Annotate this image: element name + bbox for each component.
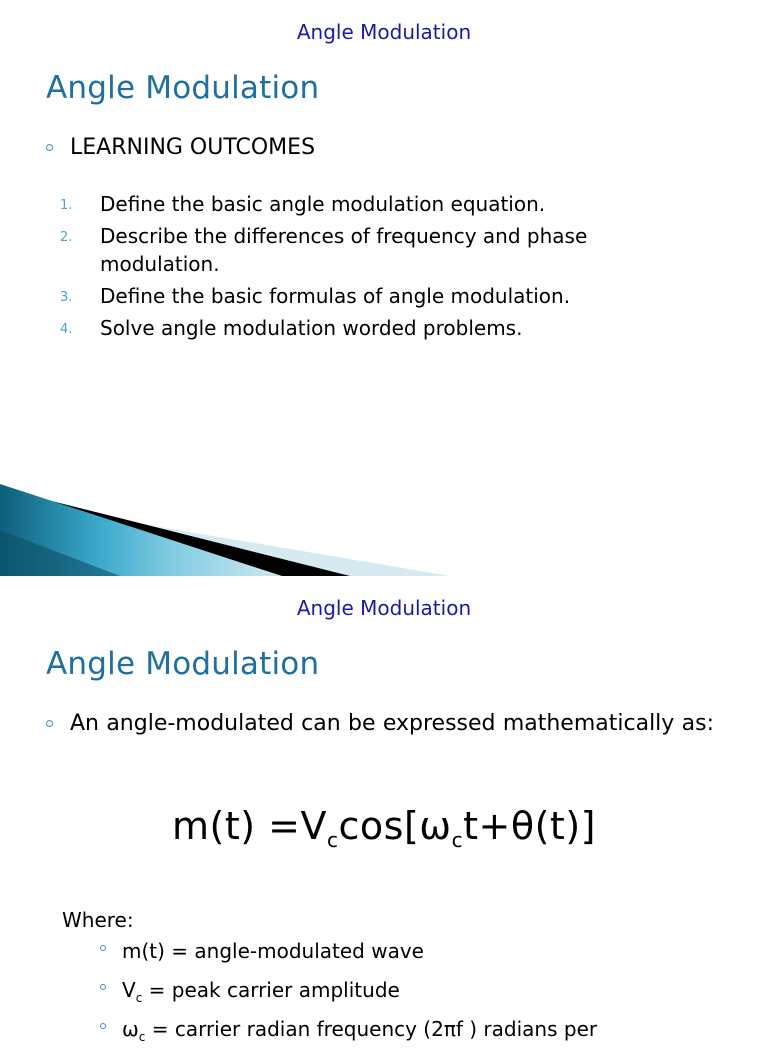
formula-theta: θ(t): [510, 804, 581, 848]
formula-amplitude: V: [300, 804, 327, 848]
list-item: [100, 1014, 738, 1053]
outcomes-list: [60, 190, 708, 346]
definition-subscript: c: [135, 991, 143, 1005]
formula-cos: cos: [338, 804, 404, 848]
where-label: Where:: [62, 908, 134, 932]
list-item: [60, 282, 708, 310]
list-text: Define the basic angle modulation equation.: [100, 192, 546, 216]
modulation-equation: [0, 804, 768, 852]
formula-close-bracket: ]: [580, 804, 596, 848]
list-item: [60, 314, 708, 342]
definition-subscript: c: [138, 1030, 146, 1044]
bullet-circle-icon: [46, 144, 53, 151]
bullet-item: [46, 132, 714, 164]
definition-term: ω: [122, 1017, 139, 1041]
definition-text: = carrier radian frequency (2πf ) radians per: [145, 1017, 598, 1041]
bullet-circle-icon: [100, 945, 106, 951]
formula-amplitude-subscript: c: [327, 828, 339, 852]
definition-term: V: [122, 978, 136, 1002]
definition-term: m(t) = angle-modulated wave: [122, 939, 424, 963]
bullet-item: [46, 708, 714, 740]
formula-t: t: [463, 804, 479, 848]
bullet-circle-icon: [100, 984, 106, 990]
definitions-list: [100, 936, 738, 1053]
list-number: 2.: [60, 230, 73, 245]
slide-header: Angle Modulation: [296, 20, 472, 44]
list-item: [100, 975, 738, 1014]
slide-2: [0, 576, 768, 1044]
slide-title: Angle Modulation: [46, 70, 320, 106]
bullet-circle-icon: [46, 720, 53, 727]
list-number: 4.: [60, 322, 73, 337]
bullet-text: LEARNING OUTCOMES: [70, 135, 316, 160]
formula-lhs: m(t): [171, 804, 256, 848]
decorative-swoosh: [0, 470, 768, 576]
formula-omega: ω: [419, 804, 452, 848]
formula-plus: +: [478, 804, 511, 848]
list-item: [100, 936, 738, 975]
list-text: Solve angle modulation worded problems.: [100, 316, 523, 340]
bullet-circle-icon: [100, 1023, 106, 1029]
list-item: [60, 190, 708, 218]
formula-equals: =: [268, 804, 301, 848]
list-number: 3.: [60, 290, 73, 305]
definition-text: = peak carrier amplitude: [142, 978, 400, 1002]
formula-open-bracket: [: [403, 804, 420, 848]
bullet-text: An angle-modulated can be expressed mathematically as:: [70, 711, 714, 736]
list-item: [60, 222, 708, 278]
slide-title: Angle Modulation: [46, 646, 320, 682]
list-number: 1.: [60, 198, 73, 213]
formula-omega-subscript: c: [451, 828, 464, 852]
list-text: Describe the differences of frequency and phase modulation.: [100, 224, 588, 276]
list-text: Define the basic formulas of angle modulation.: [100, 284, 571, 308]
slide-header: Angle Modulation: [296, 596, 472, 620]
